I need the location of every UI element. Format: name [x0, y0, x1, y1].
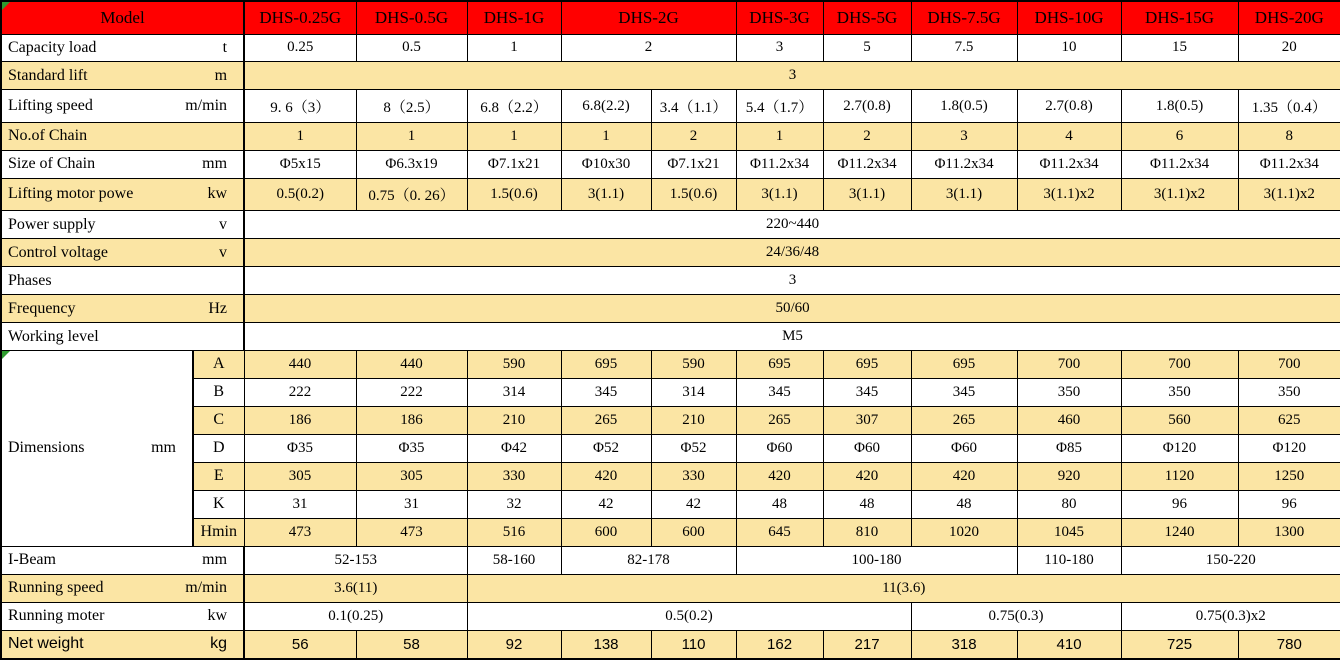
value-cell: 1020 — [911, 518, 1017, 546]
value-cell: 590 — [651, 351, 736, 379]
value-cell: 20 — [1238, 34, 1340, 62]
row-dimension-b — [1, 378, 1340, 406]
value-cell: 3(1.1) — [561, 178, 651, 210]
value-cell: 6.8（2.2） — [467, 90, 561, 122]
row-unit: m/min — [185, 97, 228, 115]
value-cell: 4 — [1017, 122, 1121, 150]
value-cell: 3(1.1)x2 — [1238, 178, 1340, 210]
value-cell: 345 — [911, 378, 1017, 406]
row-label-cell — [1, 62, 244, 90]
value-cell: 100-180 — [736, 546, 1017, 574]
value-cell: 110-180 — [1017, 546, 1121, 574]
value-cell: Φ35 — [356, 434, 467, 462]
value-cell: 330 — [651, 462, 736, 490]
value-cell: 110 — [651, 630, 736, 659]
row-label: Frequency — [8, 299, 76, 317]
value-cell: Φ11.2x34 — [1017, 150, 1121, 178]
value-cell: 1045 — [1017, 518, 1121, 546]
value-cell: Φ7.1x21 — [651, 150, 736, 178]
value-cell: Φ7.1x21 — [467, 150, 561, 178]
value-cell: 48 — [736, 490, 823, 518]
row-label: Phases — [8, 271, 52, 289]
row-phases — [1, 267, 1340, 295]
value-cell: 440 — [244, 351, 356, 379]
value-cell: 96 — [1238, 490, 1340, 518]
row-label-cell — [1, 122, 244, 150]
value-cell: 2 — [561, 34, 736, 62]
value-cell: 42 — [561, 490, 651, 518]
value-cell: 345 — [823, 378, 911, 406]
value-cell: Φ52 — [651, 434, 736, 462]
row-label: Running speed — [8, 579, 104, 597]
value-cell: 420 — [561, 462, 651, 490]
value-cell: 1 — [467, 122, 561, 150]
value-cell: 314 — [467, 378, 561, 406]
row-header — [1, 1, 1340, 34]
value-cell: Φ11.2x34 — [911, 150, 1017, 178]
value-cell: 9. 6（3） — [244, 90, 356, 122]
row-lifting-speed — [1, 90, 1340, 122]
value-cell: 222 — [356, 378, 467, 406]
value-cell: 50/60 — [244, 295, 1340, 323]
value-cell: 700 — [1238, 351, 1340, 379]
value-cell: 420 — [823, 462, 911, 490]
value-cell: 345 — [736, 378, 823, 406]
value-cell: 6 — [1121, 122, 1238, 150]
row-working-level — [1, 323, 1340, 351]
value-cell: 0.5(0.2) — [467, 602, 911, 630]
row-running-speed — [1, 574, 1340, 602]
model-name-cell: DHS-0.5G — [356, 1, 467, 34]
row-label: No.of Chain — [8, 127, 88, 145]
value-cell: 3.6(11) — [244, 574, 467, 602]
row-unit: m — [214, 66, 228, 84]
row-unit: m/min — [185, 579, 228, 597]
value-cell: 1300 — [1238, 518, 1340, 546]
value-cell: 48 — [823, 490, 911, 518]
row-label: Dimensions — [8, 439, 85, 457]
value-cell: 24/36/48 — [244, 239, 1340, 267]
value-cell: 318 — [911, 630, 1017, 659]
value-cell: 345 — [561, 378, 651, 406]
row-unit: Hz — [208, 299, 228, 317]
value-cell: 1.5(0.6) — [467, 178, 561, 210]
value-cell: M5 — [244, 323, 1340, 351]
value-cell: 217 — [823, 630, 911, 659]
value-cell: Φ42 — [467, 434, 561, 462]
row-label-cell — [1, 34, 244, 62]
value-cell: 3(1.1)x2 — [1017, 178, 1121, 210]
row-unit: kg — [210, 635, 228, 653]
value-cell: Φ6.3x19 — [356, 150, 467, 178]
value-cell: 265 — [911, 406, 1017, 434]
value-cell: 350 — [1017, 378, 1121, 406]
value-cell: Φ11.2x34 — [1121, 150, 1238, 178]
row-label-cell — [1, 90, 244, 122]
value-cell: 810 — [823, 518, 911, 546]
row-capacity-load — [1, 34, 1340, 62]
model-name-cell: DHS-2G — [561, 1, 736, 34]
value-cell: Φ10x30 — [561, 150, 651, 178]
value-cell: 350 — [1121, 378, 1238, 406]
value-cell: Φ52 — [561, 434, 651, 462]
value-cell: 265 — [561, 406, 651, 434]
value-cell: 516 — [467, 518, 561, 546]
row-label-cell — [1, 178, 244, 210]
value-cell: 52-153 — [244, 546, 467, 574]
value-cell: Φ120 — [1238, 434, 1340, 462]
value-cell: 0.5(0.2) — [244, 178, 356, 210]
row-label-cell — [1, 239, 244, 267]
value-cell: 0.1(0.25) — [244, 602, 467, 630]
value-cell: 5.4（1.7） — [736, 90, 823, 122]
value-cell: 11(3.6) — [467, 574, 1340, 602]
value-cell: 1 — [467, 34, 561, 62]
value-cell: Φ11.2x34 — [1238, 150, 1340, 178]
row-label: I-Beam — [8, 551, 56, 569]
row-dimension-a — [1, 351, 1340, 379]
value-cell: 695 — [823, 351, 911, 379]
value-cell: 350 — [1238, 378, 1340, 406]
value-cell: 473 — [244, 518, 356, 546]
value-cell: 330 — [467, 462, 561, 490]
value-cell: Φ35 — [244, 434, 356, 462]
value-cell: 3 — [911, 122, 1017, 150]
dimension-key-cell: E — [193, 462, 244, 490]
value-cell: 1120 — [1121, 462, 1238, 490]
excel-marker-icon — [2, 2, 10, 10]
value-cell: 7.5 — [911, 34, 1017, 62]
model-name-cell: DHS-7.5G — [911, 1, 1017, 34]
value-cell: 8（2.5） — [356, 90, 467, 122]
value-cell: 590 — [467, 351, 561, 379]
value-cell: 96 — [1121, 490, 1238, 518]
value-cell: 3 — [244, 267, 1340, 295]
model-name-cell: DHS-3G — [736, 1, 823, 34]
value-cell: 1240 — [1121, 518, 1238, 546]
value-cell: 42 — [651, 490, 736, 518]
model-name-cell: DHS-20G — [1238, 1, 1340, 34]
value-cell: 2 — [823, 122, 911, 150]
row-control-voltage — [1, 239, 1340, 267]
value-cell: 150-220 — [1121, 546, 1340, 574]
value-cell: 5 — [823, 34, 911, 62]
value-cell: 186 — [356, 406, 467, 434]
row-label: Capacity load — [8, 38, 97, 56]
value-cell: 420 — [911, 462, 1017, 490]
value-cell: 220~440 — [244, 211, 1340, 239]
value-cell: 82-178 — [561, 546, 736, 574]
dimension-key-cell: D — [193, 434, 244, 462]
value-cell: 0.25 — [244, 34, 356, 62]
value-cell: Φ11.2x34 — [823, 150, 911, 178]
value-cell: 1.8(0.5) — [1121, 90, 1238, 122]
model-name-cell: DHS-1G — [467, 1, 561, 34]
row-dimension-k — [1, 490, 1340, 518]
row-unit: v — [219, 215, 228, 233]
row-dimension-d — [1, 434, 1340, 462]
value-cell: 305 — [356, 462, 467, 490]
value-cell: 625 — [1238, 406, 1340, 434]
row-unit: kw — [207, 607, 228, 625]
value-cell: 600 — [561, 518, 651, 546]
row-dimension-hmin — [1, 518, 1340, 546]
row-label-cell — [1, 150, 244, 178]
row-label-cell — [1, 267, 244, 295]
row-label-cell — [1, 574, 244, 602]
row-label-cell — [1, 323, 244, 351]
row-label: Working level — [8, 327, 99, 345]
value-cell: 2.7(0.8) — [823, 90, 911, 122]
value-cell: 700 — [1121, 351, 1238, 379]
value-cell: 92 — [467, 630, 561, 659]
row-label: Lifting motor powe — [8, 185, 134, 203]
row-label-cell — [1, 211, 244, 239]
value-cell: 1 — [356, 122, 467, 150]
row-running-moter — [1, 602, 1340, 630]
value-cell: 600 — [651, 518, 736, 546]
value-cell: 222 — [244, 378, 356, 406]
row-label: Power supply — [8, 215, 96, 233]
value-cell: Φ11.2x34 — [736, 150, 823, 178]
value-cell: 58 — [356, 630, 467, 659]
value-cell: 31 — [244, 490, 356, 518]
value-cell: 1.35（0.4） — [1238, 90, 1340, 122]
value-cell: 473 — [356, 518, 467, 546]
row-label-cell — [1, 602, 244, 630]
value-cell: 1.8(0.5) — [911, 90, 1017, 122]
model-name-cell: DHS-15G — [1121, 1, 1238, 34]
row-label-cell — [1, 630, 244, 659]
value-cell: 56 — [244, 630, 356, 659]
row-net-weight — [1, 630, 1340, 659]
value-cell: 3 — [736, 34, 823, 62]
row-label: Control voltage — [8, 243, 108, 261]
value-cell: 80 — [1017, 490, 1121, 518]
row-dimension-c — [1, 406, 1340, 434]
dimensions-label-cell — [1, 351, 193, 547]
row-label: Running moter — [8, 607, 105, 625]
value-cell: 265 — [736, 406, 823, 434]
value-cell: 1250 — [1238, 462, 1340, 490]
value-cell: 3(1.1) — [823, 178, 911, 210]
value-cell: 6.8(2.2) — [561, 90, 651, 122]
value-cell: 420 — [736, 462, 823, 490]
model-name-cell: DHS-10G — [1017, 1, 1121, 34]
value-cell: 58-160 — [467, 546, 561, 574]
value-cell: 1 — [244, 122, 356, 150]
value-cell: 560 — [1121, 406, 1238, 434]
value-cell: 31 — [356, 490, 467, 518]
value-cell: 645 — [736, 518, 823, 546]
value-cell: 307 — [823, 406, 911, 434]
row-label-cell — [1, 546, 244, 574]
value-cell: 460 — [1017, 406, 1121, 434]
dimension-key-cell: Hmin — [193, 518, 244, 546]
value-cell: 1 — [736, 122, 823, 150]
row-unit: mm — [151, 439, 176, 457]
row-power-supply — [1, 211, 1340, 239]
value-cell: 1 — [561, 122, 651, 150]
value-cell: 305 — [244, 462, 356, 490]
value-cell: 186 — [244, 406, 356, 434]
value-cell: Φ120 — [1121, 434, 1238, 462]
row-unit: v — [219, 243, 228, 261]
value-cell: 48 — [911, 490, 1017, 518]
row-lifting-motor-power — [1, 178, 1340, 210]
row-label: Net weight — [8, 635, 84, 653]
value-cell: 210 — [651, 406, 736, 434]
model-name-cell: DHS-0.25G — [244, 1, 356, 34]
value-cell: 695 — [911, 351, 1017, 379]
model-header-cell — [1, 1, 244, 34]
value-cell: 3(1.1) — [911, 178, 1017, 210]
excel-marker-icon — [2, 351, 10, 359]
value-cell: Φ60 — [736, 434, 823, 462]
value-cell: 780 — [1238, 630, 1340, 659]
dimension-key-cell: A — [193, 351, 244, 379]
value-cell: 15 — [1121, 34, 1238, 62]
value-cell: 3(1.1)x2 — [1121, 178, 1238, 210]
dimension-key-cell: C — [193, 406, 244, 434]
row-dimension-e — [1, 462, 1340, 490]
row-unit: kw — [207, 185, 228, 203]
dimension-key-cell: K — [193, 490, 244, 518]
value-cell: 695 — [736, 351, 823, 379]
value-cell: 138 — [561, 630, 651, 659]
value-cell: 440 — [356, 351, 467, 379]
value-cell: 210 — [467, 406, 561, 434]
row-label: Lifting speed — [8, 97, 93, 115]
row-standard-lift — [1, 62, 1340, 90]
value-cell: 2 — [651, 122, 736, 150]
row-unit: mm — [202, 155, 228, 173]
value-cell: 3.4（1.1） — [651, 90, 736, 122]
value-cell: 0.75（0. 26） — [356, 178, 467, 210]
value-cell: 8 — [1238, 122, 1340, 150]
value-cell: 0.5 — [356, 34, 467, 62]
row-i-beam — [1, 546, 1340, 574]
value-cell: 725 — [1121, 630, 1238, 659]
value-cell: 695 — [561, 351, 651, 379]
model-header-label: Model — [100, 7, 145, 27]
value-cell: 3(1.1) — [736, 178, 823, 210]
value-cell: 32 — [467, 490, 561, 518]
value-cell: 10 — [1017, 34, 1121, 62]
model-name-cell: DHS-5G — [823, 1, 911, 34]
value-cell: 0.75(0.3) — [911, 602, 1121, 630]
value-cell: Φ5x15 — [244, 150, 356, 178]
row-label: Standard lift — [8, 66, 88, 84]
row-unit: t — [222, 38, 228, 56]
value-cell: 700 — [1017, 351, 1121, 379]
row-label: Size of Chain — [8, 155, 96, 173]
value-cell: 2.7(0.8) — [1017, 90, 1121, 122]
value-cell: 410 — [1017, 630, 1121, 659]
row-label-cell — [1, 295, 244, 323]
row-size-of-chain — [1, 150, 1340, 178]
value-cell: Φ60 — [911, 434, 1017, 462]
value-cell: Φ60 — [823, 434, 911, 462]
row-frequency — [1, 295, 1340, 323]
row-no-of-chain — [1, 122, 1340, 150]
value-cell: 162 — [736, 630, 823, 659]
value-cell: 3 — [244, 62, 1340, 90]
dimension-key-cell: B — [193, 378, 244, 406]
value-cell: 314 — [651, 378, 736, 406]
value-cell: Φ85 — [1017, 434, 1121, 462]
value-cell: 920 — [1017, 462, 1121, 490]
value-cell: 1.5(0.6) — [651, 178, 736, 210]
value-cell: 0.75(0.3)x2 — [1121, 602, 1340, 630]
row-unit: mm — [202, 551, 228, 569]
